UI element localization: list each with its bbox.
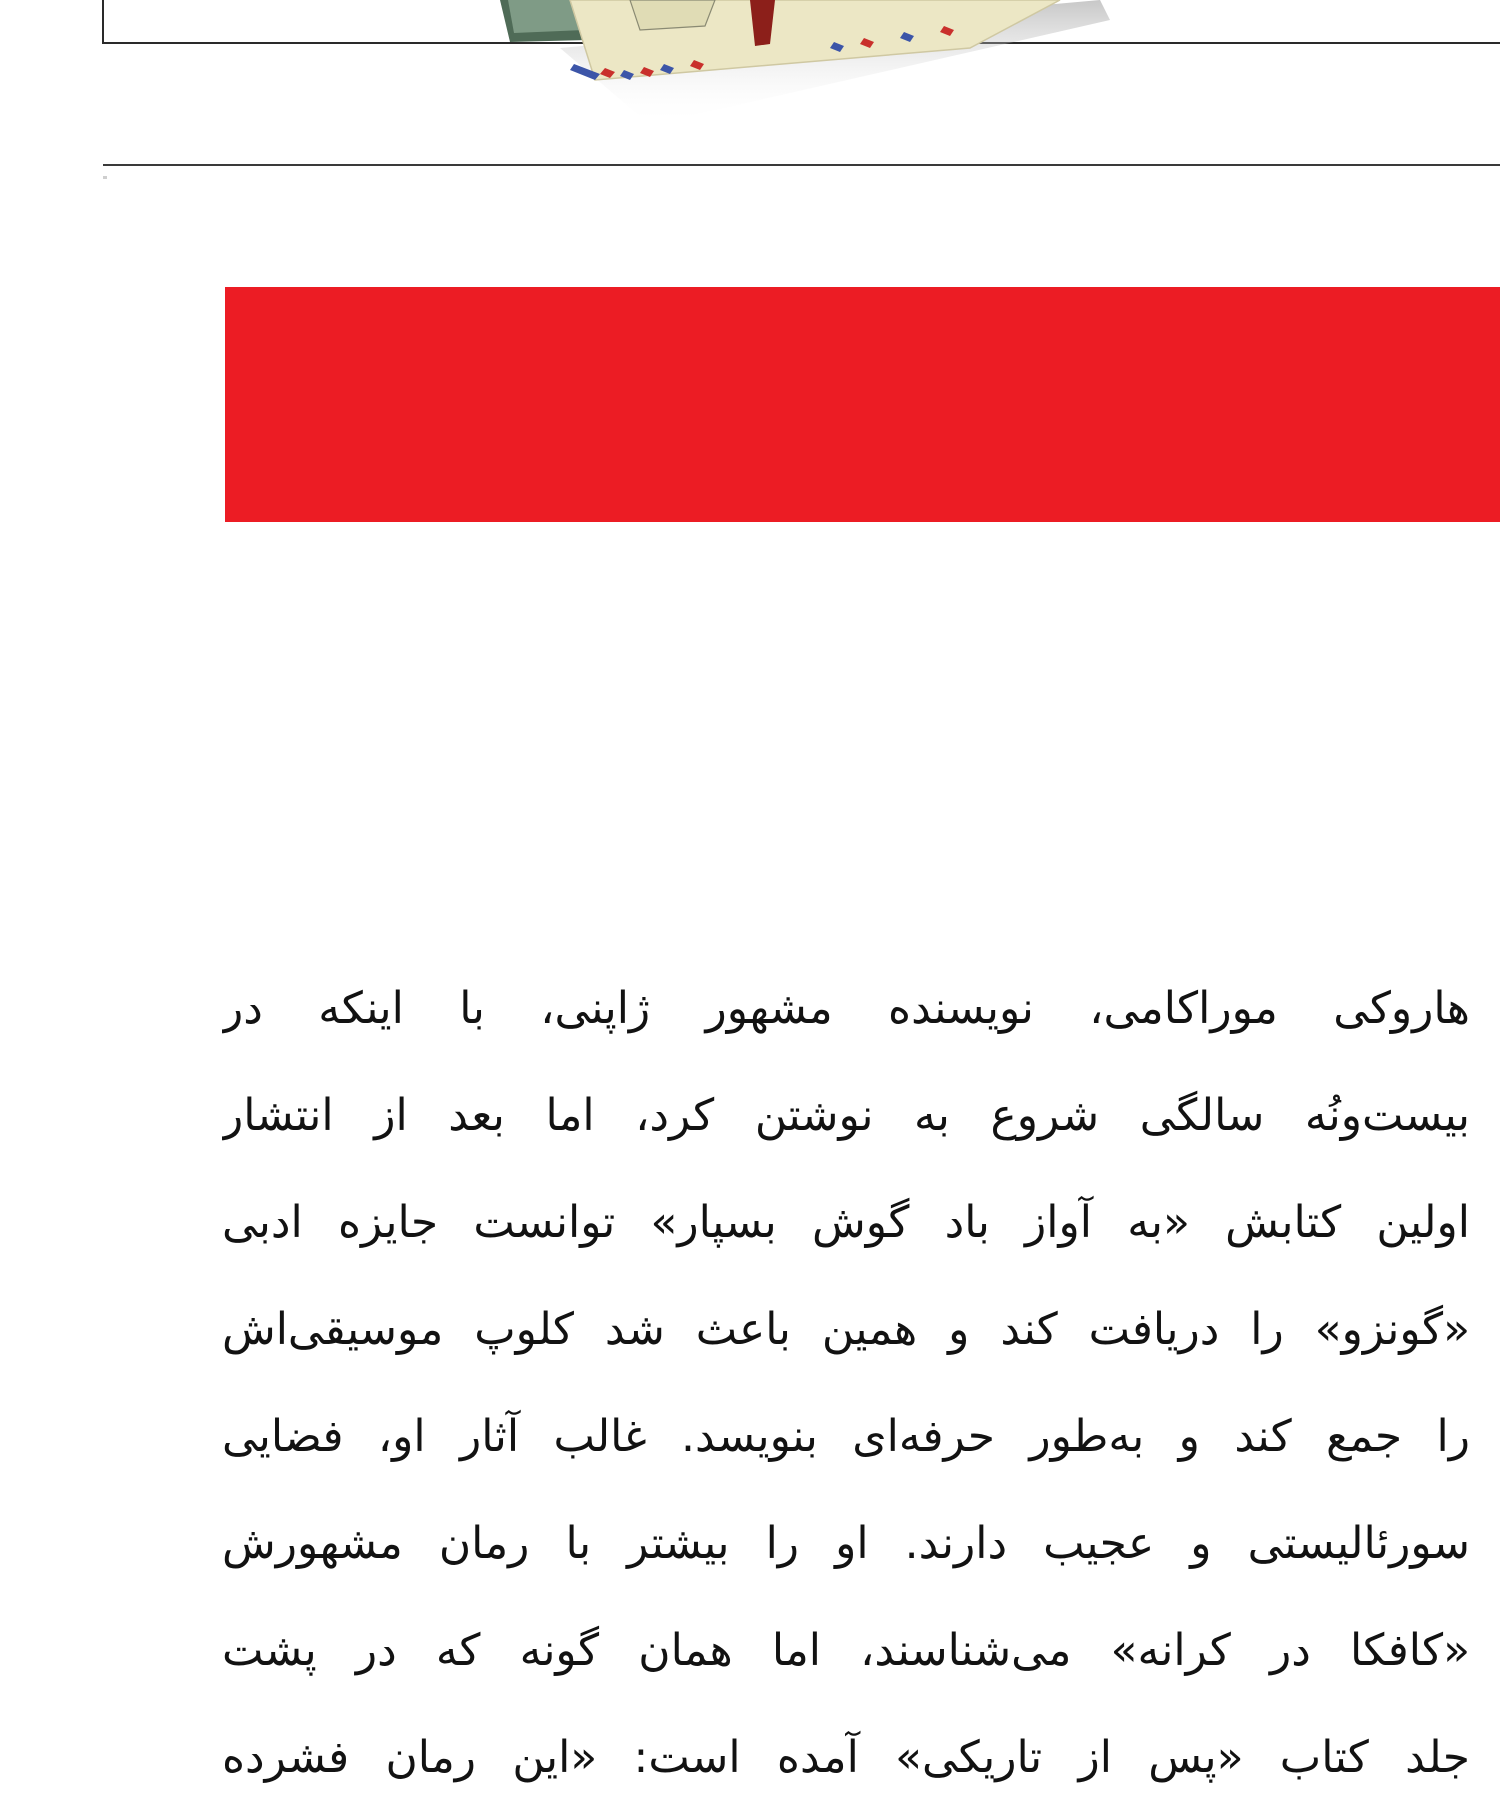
article-line: هاروکی موراکامی، نویسنده مشهور ژاپنی، با اینکه در	[222, 983, 1470, 1034]
article-line: بیست‌ونُه سالگی شروع به نوشتن کرد، اما بعد از انتشار	[222, 1090, 1470, 1141]
article-body	[222, 955, 1470, 1811]
red-headline-banner	[225, 287, 1500, 522]
article-line: جلد کتاب «پس از تاریکی» آمده است: «این رمان فشرده	[222, 1732, 1470, 1783]
divider-mark	[103, 176, 107, 179]
article-line: را جمع کند و به‌طور حرفه‌ای بنویسد. غالب آثار او، فضایی	[222, 1411, 1470, 1462]
airmail-envelope-image	[500, 0, 1120, 120]
section-divider	[103, 164, 1500, 166]
article-line: «گونزو» را دریافت کند و همین باعث شد کلوپ موسیقی‌اش	[222, 1304, 1470, 1355]
article-line: اولین کتابش «به آواز باد گوش بسپار» توانست جایزه ادبی	[222, 1197, 1470, 1248]
article-line: «کافکا در کرانه» می‌شناسند، اما همان گونه که در پشت	[222, 1625, 1470, 1676]
article-line: سورئالیستی و عجیب دارند. او را بیشتر با رمان مشهورش	[222, 1518, 1470, 1569]
